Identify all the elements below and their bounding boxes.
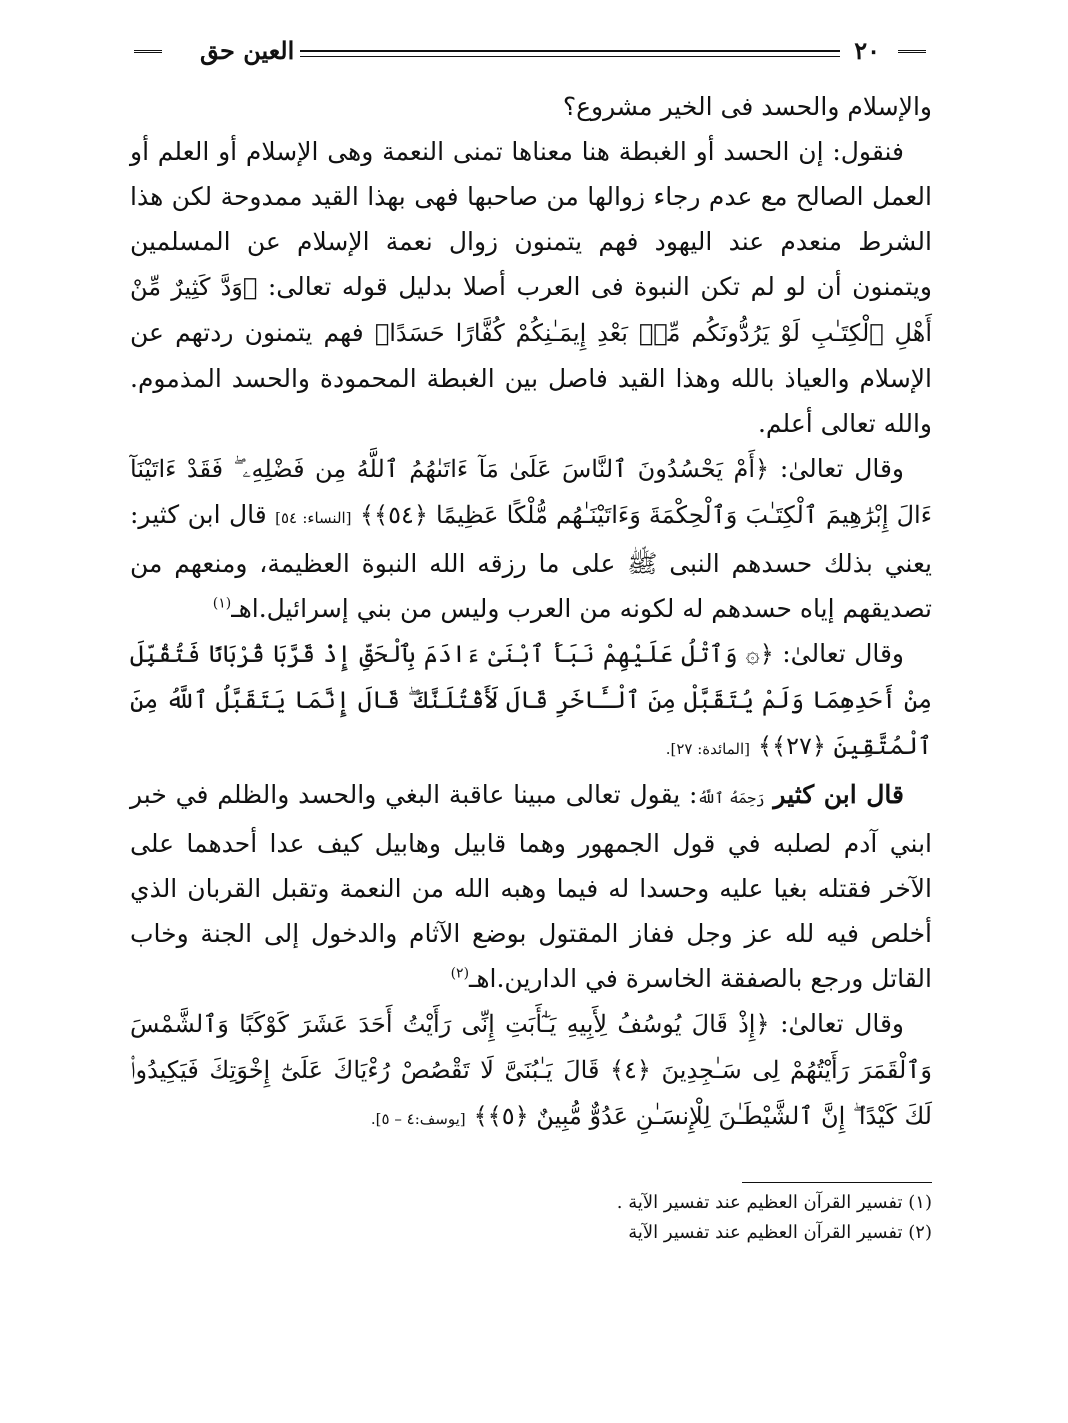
quran-verse: ﴿إِذْ قَالَ يُوسُفُ لِأَبِيهِ يَـٰٓأَبَتِ إِنِّى رَأَيْتُ أَحَدَ عَشَرَ كَوْكَبًا وَٱلشَّمْسَ وَٱلْقَمَرَ رَأَيْتُهُمْ لِى سَـٰجِدِينَ ﴿٤﴾ قَالَ يَـٰبُنَىَّ لَا تَقْصُصْ رُءْيَاكَ عَلَىٰٓ إِخْوَتِكَ فَيَكِيدُوا۟ لَكَ كَيْدًا ۖ إِنَّ ٱلشَّيْطَـٰنَ لِلْإِنسَـٰنِ عَدُوٌّ مُّبِينٌ ﴿٥﴾﴾ <box>130 1010 932 1130</box>
page-number: ٢٠ <box>854 36 880 65</box>
footnote-1: (١) تفسير القرآن العظيم عند تفسير الآية . <box>616 1192 932 1213</box>
quran-verse: ﴿۞ وَٱتْلُ عَلَيْهِمْ نَبَأَ ٱبْنَىْ ءَادَمَ بِٱلْحَقِّ إِذْ قَرَّبَا قُرْبَانًا فَتُقُبِّلَ مِنْ أَحَدِهِمَا وَلَمْ يُتَقَبَّلْ مِنَ ٱلْـَٔاخَرِ قَالَ لَأَقْتُلَنَّكَ ۖ قَالَ إِنَّمَا يَتَقَبَّلُ ٱللَّهُ مِنَ ٱلْمُتَّقِينَ ﴿٢٧﴾﴾ <box>130 640 933 760</box>
running-title: العين حق <box>200 36 295 65</box>
page-header <box>130 36 930 76</box>
header-rule <box>300 50 840 52</box>
header-ornament-left <box>134 50 162 53</box>
footnote-marker: (٢) <box>450 965 470 982</box>
verse-reference: [المائدة: ٢٧]. <box>665 740 750 758</box>
header-rule-thin <box>300 56 840 57</box>
paragraph-2: فنقول: إن الحسد أو الغبطة هنا معناها تمنى النعمة وهى الإسلام أو العلم أو العمل الصالح مع عدم رجاء زوالها من صاحبها فهى بهذا القيد ممدوحة لكن هذا الشرط منعدم عند اليهود فهم يتمنون زوال نعمة الإسلام عن المسلمين ويتمنون أن لو لم تكن النبوة فى العرب أصلا بدليل قوله تعالى: ﴿وَدَّ كَثِيرٌ مِّنْ أَهْلِ ٱلْكِتَـٰبِ لَوْ يَرُدُّونَكُم مِّنۢ بَعْدِ إِيمَـٰنِكُمْ كُفَّارًا حَسَدًا﴾ فهم يتمنون ردتهم عن الإسلام والعياذ بالله وهذا القيد فاصل بين الغبطة المحمودة والحسد المذموم. والله تعالى أعلم. <box>130 137 933 438</box>
header-ornament-right <box>898 50 926 53</box>
verse-reference: [النساء: ٥٤] <box>275 509 352 527</box>
verse-reference: [يوسف:٤ – ٥]. <box>370 1110 466 1128</box>
main-text <box>130 84 932 1142</box>
paragraph-5: قال ابن كثير رَحِمَهُ ٱللَّهُ: يقول تعالى مبينا عاقبة البغي والحسد والظلم في خبر ابني آدم لصلبه في قول الجمهور وهما قابيل وهابيل كيف عدا أحدهما على الآخر فقتله بغيا عليه وحسدا له فيما وهبه الله من النعمة وتقبل القربان الذي أخلص فيه لله عز وجل ففاز المقتول بوضع الآثام والدخول إلى الجنة وخاب القاتل ورجع بالصفقة الخاسرة في الدارين.اهـ$^{(٢)}$ <box>130 780 932 993</box>
honorific: رَحِمَهُ ٱللَّهُ <box>697 789 765 807</box>
footnote-separator <box>742 1182 932 1183</box>
paragraph-3: وقال تعالىٰ: ﴿أَمْ يَحْسُدُونَ ٱلنَّاسَ عَلَىٰ مَآ ءَاتَىٰهُمُ ٱللَّهُ مِن فَضْلِهِۦ ۖ فَقَدْ ءَاتَيْنَآ ءَالَ إِبْرَٰهِيمَ ٱلْكِتَـٰبَ وَٱلْحِكْمَةَ وَءَاتَيْنَـٰهُم مُّلْكًا عَظِيمًا ﴿٥٤﴾﴾ [النساء: ٥٤] قال ابن كثير: يعني بذلك حسدهم النبى ﷺ على ما رزقه الله النبوة العظيمة، ومنعهم من تصديقهم إياه حسدهم له لكونه من العرب وليس من بني إسرائيل.اهـ$^{(١)}$ <box>130 454 932 623</box>
paragraph-1: والإسلام والحسد فى الخير مشروع؟ <box>562 92 932 121</box>
footnote-marker: (١) <box>212 595 232 612</box>
quran-verse: ﴿وَدَّ كَثِيرٌ مِّنْ أَهْلِ ٱلْكِتَـٰبِ لَوْ يَرُدُّونَكُم مِّنۢ بَعْدِ إِيمَـٰنِكُمْ كُفَّارًا حَسَدًا﴾ <box>130 273 933 347</box>
quran-verse: ﴿أَمْ يَحْسُدُونَ ٱلنَّاسَ عَلَىٰ مَآ ءَاتَىٰهُمُ ٱللَّهُ مِن فَضْلِهِۦ ۖ فَقَدْ ءَاتَيْنَآ ءَالَ إِبْرَٰهِيمَ ٱلْكِتَـٰبَ وَٱلْحِكْمَةَ وَءَاتَيْنَـٰهُم مُّلْكًا عَظِيمًا ﴿٥٤﴾﴾ <box>130 455 932 529</box>
footnotes <box>432 1188 932 1248</box>
author-name: قال ابن كثير <box>773 780 904 809</box>
paragraph-6: وقال تعالىٰ: ﴿إِذْ قَالَ يُوسُفُ لِأَبِيهِ يَـٰٓأَبَتِ إِنِّى رَأَيْتُ أَحَدَ عَشَرَ كَوْكَبًا وَٱلشَّمْسَ وَٱلْقَمَرَ رَأَيْتُهُمْ لِى سَـٰجِدِينَ ﴿٤﴾ قَالَ يَـٰبُنَىَّ لَا تَقْصُصْ رُءْيَاكَ عَلَىٰٓ إِخْوَتِكَ فَيَكِيدُوا۟ لَكَ كَيْدًا ۖ إِنَّ ٱلشَّيْطَـٰنَ لِلْإِنسَـٰنِ عَدُوٌّ مُّبِينٌ ﴿٥﴾﴾ [يوسف:٤ – ٥]. <box>130 1009 932 1130</box>
footnote-2: (٢) تفسير القرآن العظيم عند تفسير الآية <box>628 1222 932 1243</box>
paragraph-4: وقال تعالىٰ: ﴿۞ وَٱتْلُ عَلَيْهِمْ نَبَأَ ٱبْنَىْ ءَادَمَ بِٱلْحَقِّ إِذْ قَرَّبَا قُرْبَانًا فَتُقُبِّلَ مِنْ أَحَدِهِمَا وَلَمْ يُتَقَبَّلْ مِنَ ٱلْـَٔاخَرِ قَالَ لَأَقْتُلَنَّكَ ۖ قَالَ إِنَّمَا يَتَقَبَّلُ ٱللَّهُ مِنَ ٱلْمُتَّقِينَ ﴿٢٧﴾﴾ [المائدة: ٢٧]. <box>130 639 933 760</box>
